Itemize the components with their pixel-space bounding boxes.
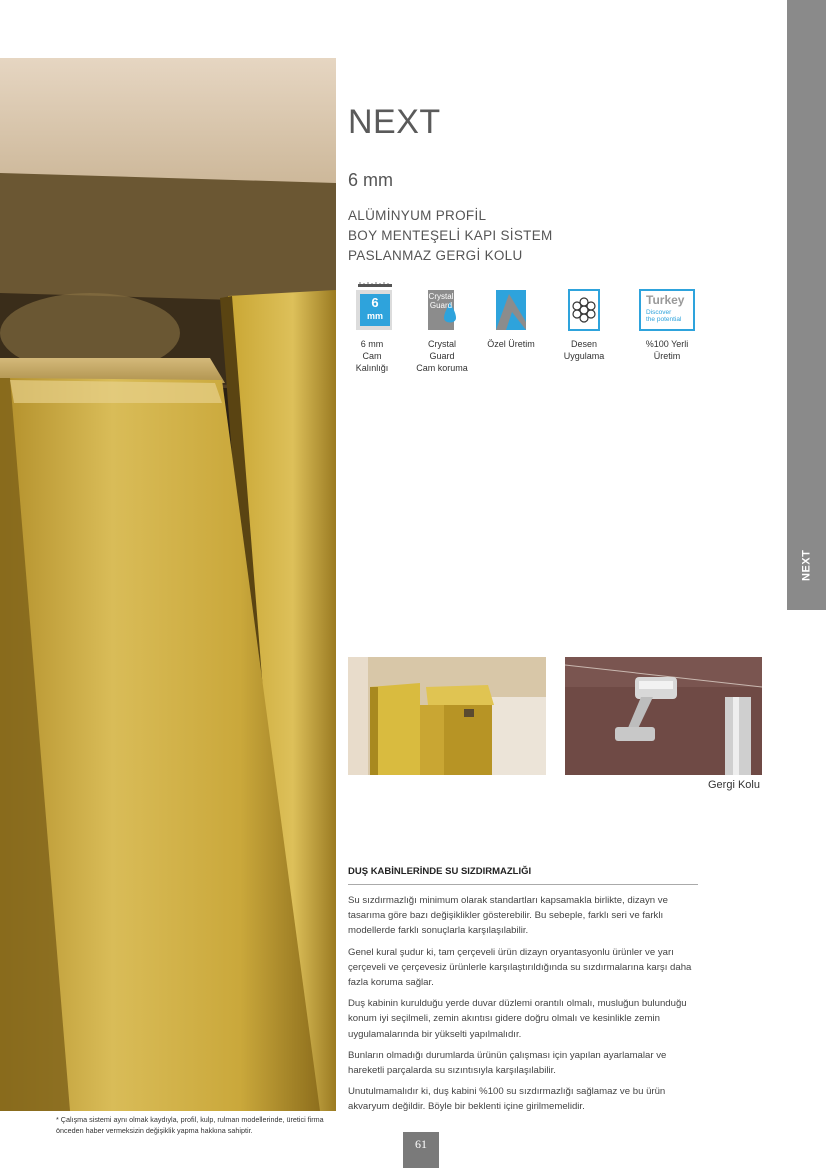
turkey-origin-icon (638, 282, 696, 332)
pattern-application-icon (567, 282, 601, 332)
turkey-origin-feature (634, 282, 700, 362)
feature-item: BOY MENTEŞELİ KAPI SİSTEM (348, 228, 553, 243)
badge-text: the potential (646, 316, 682, 323)
paragraph: Bunların olmadığı durumlarda ürünün çalışması için yapılan ayarlamalar ve hareketli parçalarda su sızıntısıyla karşılaşılabilir. (348, 1049, 667, 1077)
badge-text: Turkey (646, 293, 685, 307)
icon-caption: Crystal Guard (427, 339, 456, 361)
glass-thickness-feature (348, 282, 396, 374)
badge-number: 6 (371, 295, 379, 310)
icon-caption: Desen Uygulama (563, 339, 605, 361)
thumbnail-caption: Gergi Kolu (708, 779, 760, 791)
feature-item: ALÜMİNYUM PROFİL (348, 208, 487, 223)
paragraph: Unutulmamalıdır ki, duş kabini %100 su sızdırmazlığı sağlamaz ve bu ürün akvaryum değildir. Böyle bir beklenti içine girilmemelidir. (348, 1086, 666, 1113)
product-thickness: 6 mm (348, 170, 393, 190)
section-side-tab (787, 0, 826, 610)
icon-caption: %100 Yerli Üretim (645, 339, 689, 361)
page-number: 61 (403, 1132, 439, 1168)
custom-production-feature (486, 282, 536, 350)
custom-production-icon (494, 282, 528, 332)
feature-list (348, 206, 553, 266)
badge-unit: mm (366, 311, 383, 321)
icon-caption: Özel Üretim (487, 339, 535, 349)
section-body (348, 893, 698, 1121)
tension-arm-thumbnail-image (565, 657, 762, 775)
paragraph: Su sızdırmazlığı minimum olarak standartları kapsamakla birlikte, dizayn ve tasarıma göre bazı değişiklikler gösterebilir. Bu sebeple, farklı seri ve farklı modellerde farklı sonuçlarla karşılaşılabilir. (348, 895, 668, 937)
feature-item: PASLANMAZ GERGİ KOLU (348, 248, 523, 263)
section-heading: DUŞ KABİNLERİNDE SU SIZDIRMAZLIĞI (348, 866, 698, 885)
product-title: NEXT (348, 103, 441, 141)
paragraph: Genel kural şudur ki, tam çerçeveli ürün dizayn oryantasyonlu ürünler ve yarı çerçeveli ve çerçevesiz ürünlerle karşılaştırıldığında su sızdırmalarına karşı daha fazla koruma sağlar. (348, 946, 692, 989)
icon-caption: Cam Kalınlığı (355, 351, 389, 373)
footnote: * Çalışma sistemi aynı olmak kaydıyla, profil, kulp, rulman modellerinde, üretici firma önceden haber vermeksizin değişiklik yapma hakkına sahiptir. (56, 1115, 324, 1135)
badge-text: Discover (646, 309, 672, 316)
hero-photo (0, 58, 336, 1111)
side-tab-label: NEXT (800, 549, 813, 581)
badge-text: Guard (429, 301, 453, 310)
crystal-guard-icon (422, 282, 462, 332)
glass-thickness-icon (350, 282, 394, 332)
icon-caption: 6 mm (360, 339, 384, 349)
paragraph: Duş kabinin kurulduğu yerde duvar düzlemi orantılı olmalı, musluğun bulunduğu konum iyi seçilmeli, zemin akıntısı gidere doğru olmalı ve kesinlikle zemin uygulamalarında bir yükselti yapılmalıdır. (348, 998, 687, 1040)
feature-icons-row (348, 282, 708, 372)
badge-text: Crystal (428, 292, 454, 301)
pattern-application-feature (552, 282, 616, 362)
hinge-thumbnail-image (348, 657, 546, 775)
crystal-guard-feature (416, 282, 468, 374)
icon-caption: Cam koruma (416, 363, 468, 373)
gold-profile-closeup-image (0, 58, 336, 1111)
